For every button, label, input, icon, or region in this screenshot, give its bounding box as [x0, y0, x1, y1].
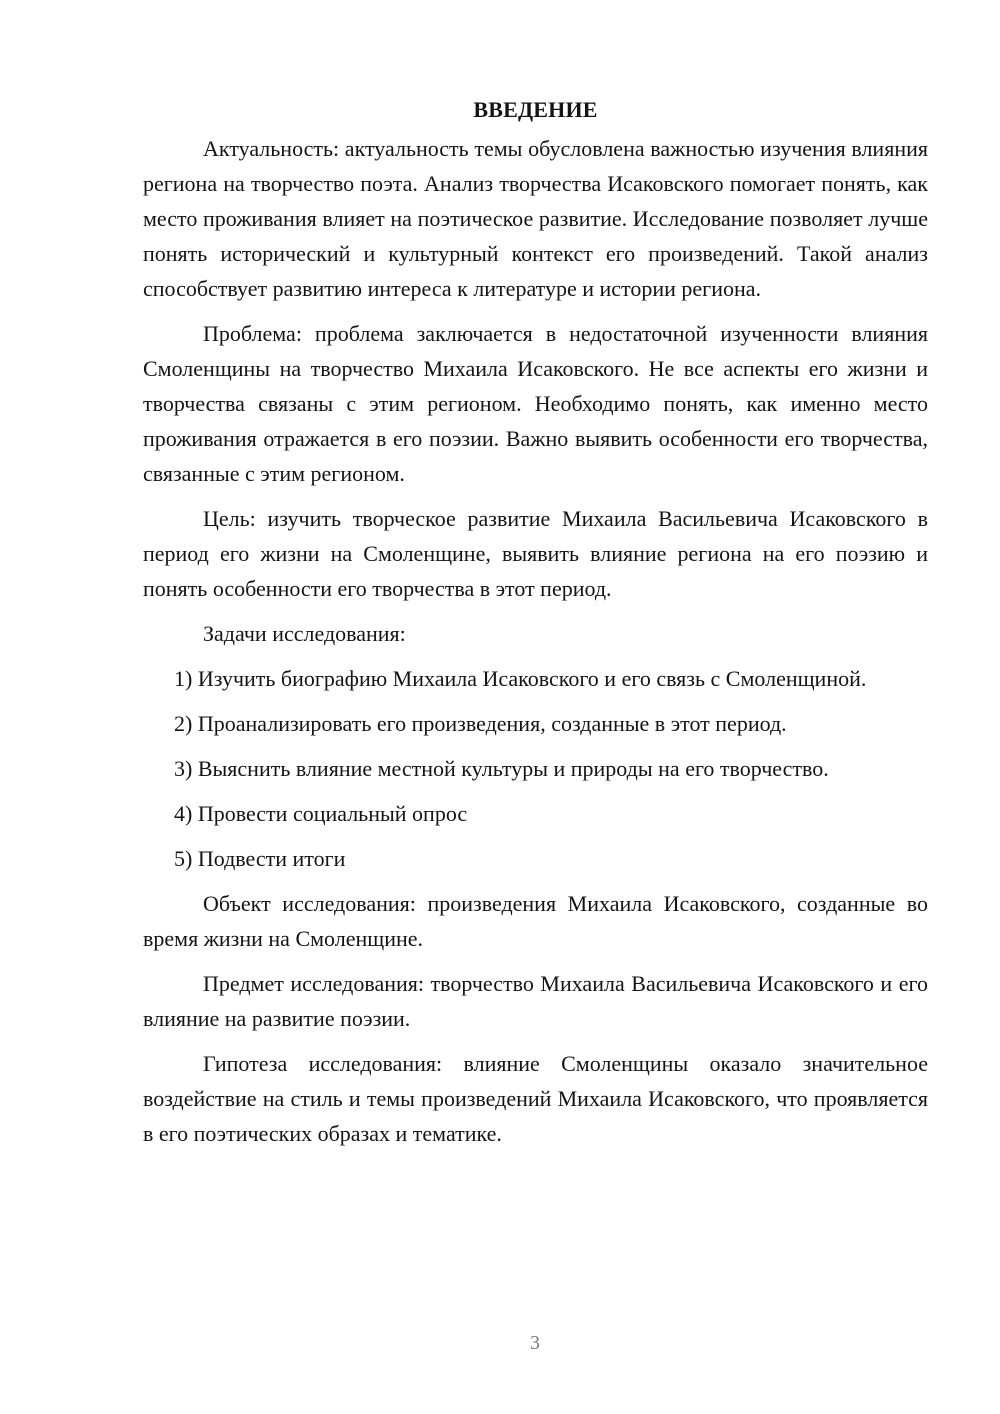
hypothesis-paragraph: Гипотеза исследования: влияние Смоленщины оказало значительное воздействие на стиль и темы произведений Михаила Исаковского, что проявляется в его поэтических образах и тематике. [143, 1051, 928, 1146]
object-paragraph: Объект исследования: произведения Михаила Исаковского, созданные во время жизни на Смоленщине. [143, 891, 928, 951]
problem-paragraph: Проблема: проблема заключается в недостаточной изученности влияния Смоленщины на творчество Михаила Исаковского. Не все аспекты его жизни и творчества связаны с этим регионом. Необходимо понять, как именно место проживания отражается в его поэзии. Важно выявить особенности его творчества, связанные с этим регионом. [143, 321, 928, 486]
section-title: ВВЕДЕНИЕ [473, 97, 598, 122]
document-page [143, 95, 928, 1161]
tasks-heading: Задачи исследования: [203, 621, 406, 646]
task-item-1: 1) Изучить биографию Михаила Исаковского и его связь с Смоленщиной. [174, 666, 867, 691]
subject-paragraph: Предмет исследования: творчество Михаила Васильевича Исаковского и его влияние на развитие поэзии. [143, 971, 928, 1031]
task-item-4: 4) Провести социальный опрос [174, 801, 468, 826]
page-number: 3 [530, 1332, 540, 1354]
relevance-paragraph: Актуальность: актуальность темы обусловлена важностью изучения влияния региона на творчество поэта. Анализ творчества Исаковского помогает понять, как место проживания влияет на поэтическое развитие. Исследование позволяет лучше понять исторический и культурный контекст его произведений. Такой анализ способствует развитию интереса к литературе и истории региона. [143, 136, 928, 301]
task-item-3: 3) Выяснить влияние местной культуры и природы на его творчество. [174, 756, 829, 781]
goal-paragraph: Цель: изучить творческое развитие Михаила Васильевича Исаковского в период его жизни на Смоленщине, выявить влияние региона на его поэзию и понять особенности его творчества в этот период. [143, 506, 928, 601]
task-item-2: 2) Проанализировать его произведения, созданные в этот период. [174, 711, 787, 736]
task-item-5: 5) Подвести итоги [174, 846, 346, 871]
